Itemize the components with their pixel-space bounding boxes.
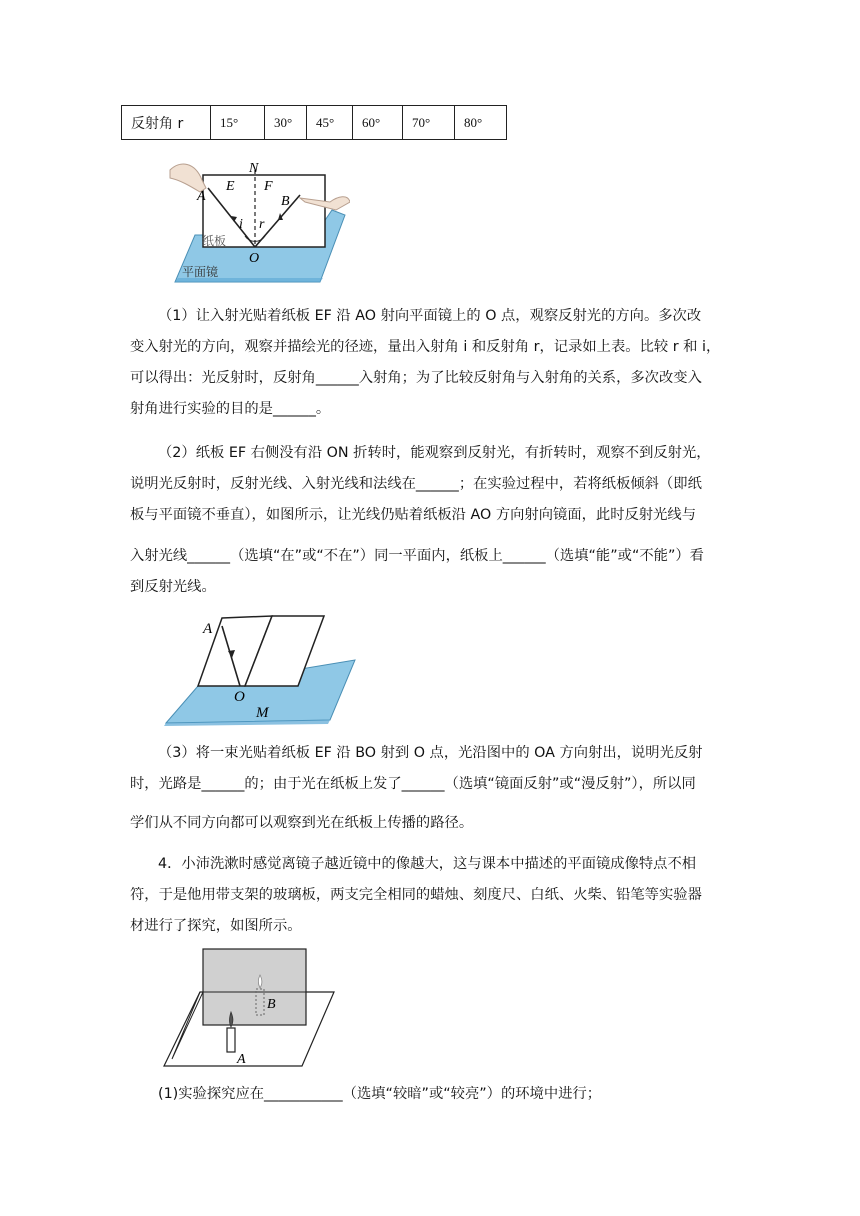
label-F: F [264, 179, 273, 194]
label-B: B [267, 997, 276, 1012]
table-cell: 30° [265, 106, 307, 140]
q1-line-3: 可以得出：光反射时，反射角______入射角；为了比较反射角与入射角的关系，多次改变入 [130, 370, 702, 386]
q3-line-2: 时，光路是______的；由于光在纸板上发了______（选填“镜面反射”或“漫反射”），所以同 [130, 776, 696, 792]
q4-line-3: 材进行了探究，如图所示。 [130, 918, 302, 934]
label-A: A [237, 1052, 246, 1067]
q2-line-3: 板与平面镜不垂直），如图所示，让光线仍贴着纸板沿 AO 方向射向镜面，此时反射光线与 [130, 507, 696, 523]
table-cell: 45° [307, 106, 353, 140]
label-B: B [281, 194, 290, 209]
q2-line-4: 入射光线______（选填“在”或“不在”）同一平面内，纸板上______（选填“能”或“不能”）看 [130, 548, 704, 564]
angle-table [121, 105, 507, 140]
q3-line-3: 学们从不同方向都可以观察到光在纸板上传播的路径。 [130, 815, 474, 831]
label-A: A [197, 189, 206, 204]
label-A: A [203, 621, 213, 637]
q4-line-1: 4．小沛洗漱时感觉离镜子越近镜中的像越大，这与课本中描述的平面镜成像特点不相 [158, 856, 697, 872]
q3-line-1: （3）将一束光贴着纸板 EF 沿 BO 射到 O 点，光沿图中的 OA 方向射出，说明光反射 [158, 745, 703, 761]
table-cell: 60° [353, 106, 403, 140]
label-O: O [234, 689, 245, 705]
q1-line-2: 变入射光的方向，观察并描绘光的径迹，量出入射角 i 和反射角 r，记录如上表。比较 r 和 i， [130, 339, 721, 355]
table-cell: 80° [455, 106, 507, 140]
mirror-label: 平面镜 [182, 265, 219, 279]
q2-line-5: 到反射光线。 [130, 579, 216, 595]
table-header-cell: 反射角 r [122, 106, 211, 140]
left-hand-icon [170, 164, 206, 192]
label-N: N [249, 161, 259, 176]
board-label: 纸板 [202, 234, 227, 248]
table-row [122, 106, 507, 140]
label-O: O [249, 251, 260, 266]
reflection-experiment-figure [160, 150, 350, 285]
label-E: E [226, 179, 235, 194]
q1-line-4: 射角进行实验的目的是______。 [130, 401, 331, 417]
label-r: r [259, 217, 265, 232]
candle-mirror-figure [162, 945, 337, 1070]
q1-line-1: （1）让入射光贴着纸板 EF 沿 AO 射向平面镜上的 O 点，观察反射光的方向。多次改 [158, 308, 702, 324]
glass-plate-shape [203, 949, 306, 1025]
label-M: M [256, 705, 269, 721]
q2-line-1: （2）纸板 EF 右侧没有沿 ON 折转时，能观察到反射光，有折转时，观察不到反射光， [158, 445, 711, 461]
table-cell: 70° [403, 106, 455, 140]
q4-line-2: 符，于是他用带支架的玻璃板，两支完全相同的蜡烛、刻度尺、白纸、火柴、铅笔等实验器 [130, 887, 702, 903]
table-cell: 15° [211, 106, 265, 140]
label-i: i [239, 217, 243, 232]
candle-a [227, 1028, 235, 1052]
q2-line-2: 说明光反射时，反射光线、入射光线和法线在______；在实验过程中，若将纸板倾斜（即纸 [130, 476, 702, 492]
tilted-board-figure [160, 608, 360, 728]
q4-sub-1: (1)实验探究应在___________（选填“较暗”或“较亮”）的环境中进行； [158, 1086, 602, 1102]
